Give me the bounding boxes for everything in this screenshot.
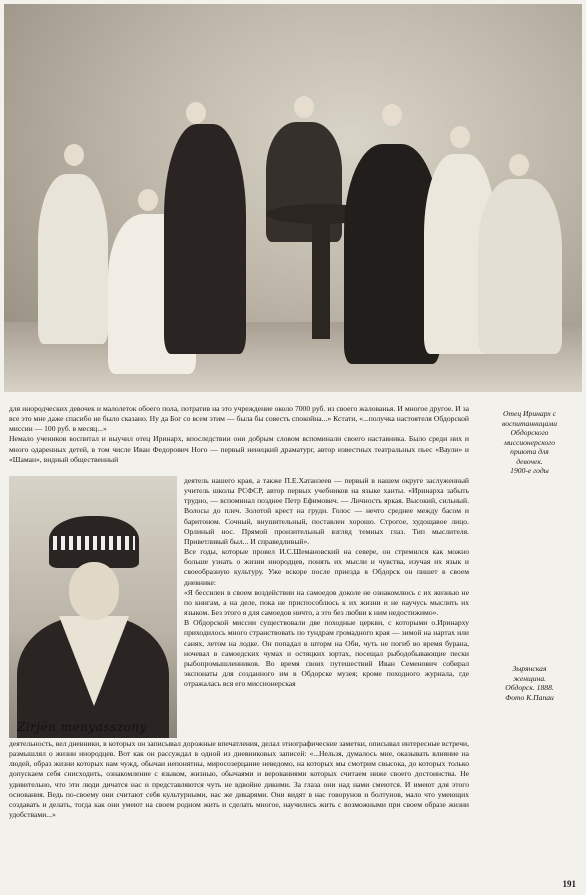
caption-line: воспитанницами xyxy=(502,418,557,428)
page-number: 191 xyxy=(562,879,576,889)
portrait-headdress-band xyxy=(53,536,135,550)
text-block-right xyxy=(184,476,469,689)
caption-line: Фото К.Папаи xyxy=(505,692,554,702)
portrait-photo xyxy=(9,476,177,738)
paragraph: деятельность, вел дневники, в которых он записывал дорожные впечатления, делал этнографические заметки, описывал интересные встречи, размышлял о жизни инородцев. Вот как он рассуждал в одной из дневниковых записей: «...Нельзя, думалось мне, оказывать влияние на людей, образ жизни которых нам чужд, обычаи непонятны, миросозерцание неведомо, на которых мы смотрим свысока, до которых только допускаем себя снисходить, ознакомление с языком, жизнью, обычаями и верованиями которых считаем ниже своего достоинства. Не удивительно, что эти люди дичатся нас и представляются чуть не вдвойне дикими. За глаза они над нами смеются. И имеют для этого основания. Ведь по-своему они считают себя культурными, нас же дикарями. Они видят в нас говорунов и болтунов, мало что умеющих создавать и делать, тогда как они умеют на своем родном жить и сделать многое, научились жить с возможными при своем образе жизни удобствами...» xyxy=(9,739,469,820)
paragraph: Немало учеников воспитал и выучил отец Иринарх, впоследствии они добрым словом вспоминали своего наставника. Было среди них и много одаренных детей, в том числе Иван Федорович Ного — первый ненецкий драматург, автор известных театральных пьес «Ваули» и «Шаман», видный общественный xyxy=(9,434,469,464)
photo-table-leg xyxy=(312,219,330,339)
photo-signature: Zirjén menyasszony xyxy=(17,720,147,734)
face xyxy=(450,126,470,148)
face xyxy=(138,189,158,211)
figure-girl-left xyxy=(38,174,108,344)
paragraph: Все годы, которые провел И.С.Шемановский на севере, он стремился как можно больше узнать о жизни инородцев, понять их мысли и чувства, изучая их язык и своеобразную культуру. Уже вскоре после приезда в Обдорск он пишет в своем дневнике: xyxy=(184,547,469,587)
text-block-lower xyxy=(9,739,469,820)
caption-line: Обдорского xyxy=(510,428,549,437)
portrait-face xyxy=(69,562,119,620)
paragraph: «Я бессилен в своем воздействии на самоедов доколе не ознакомлюсь с их жизнью не по книгам, а на деле, пока не приспособлюсь к их жизни и не научусь мыслить их языком. Без этого я для самоедов ничто, а это без любви к ним недостижимо». xyxy=(184,587,469,618)
caption-line: миссионерского xyxy=(503,437,556,447)
caption-portrait xyxy=(477,664,582,702)
figure-girl-far-right xyxy=(478,179,562,354)
caption-line: девочек. xyxy=(516,456,543,466)
caption-line: женщина. xyxy=(512,673,547,683)
face xyxy=(509,154,529,176)
text-block-upper xyxy=(9,404,469,465)
caption-group-photo xyxy=(477,409,582,476)
caption-line: 1900-е годы xyxy=(510,466,549,475)
face xyxy=(64,144,84,166)
caption-line: Отец Иринарх с xyxy=(503,409,556,418)
figure-man-left xyxy=(164,124,246,354)
paragraph: деятель нашего края, а также П.Е.Хатанзеев — первый в нашем округе заслуженный учитель школы РСФСР, автор первых учебников на языке ханты. «Иринарха забыть трудно, — вспоминал позднее Петр Ефимович. — Личность яркая. Высокий, сильный. Волосы до плеч. Золотой крест на груди. Голос — нечто среднее между басом и баритоном. Сочный, внушительный, поставлен хорошо. Строгое, худощавое лицо. Орлиный нос. Прямой пронзительный взгляд темных глаз. Тип мыслителя. Приветливый был... И справедливый». xyxy=(184,476,469,546)
face xyxy=(294,96,314,118)
caption-line: Зырянская xyxy=(512,664,547,673)
caption-line: приюта для xyxy=(510,447,549,456)
paragraph: для инородческих девочек и малолеток обоего пола, потратив на это учреждение около 7000 руб. из своего жалованья. И многое другое. И за все это мне даже спасибо не было сказано. Ну да Бог со всем этим — была бы совесть спокойна...» Кстати, «...получка настоятеля Обдорской миссии — 100 руб. в месяц...» xyxy=(9,404,469,434)
caption-line: Обдорск. 1888. xyxy=(505,683,554,692)
face xyxy=(186,102,206,124)
group-photo xyxy=(4,4,582,392)
paragraph: В Обдорской миссии существовали две походные церкви, с которыми о.Иринарху приходилось много странствовать по тундрам громадного края — зимой на нартах или санях, летом на лодке. Он попадал в шторм на Оби, чуть не погиб во время бурана, ночевал в самоедских чумах и остяцких юртах, посещал рыбодобывающие пески рыбопромышленников. Во время своих путешествий Иван Семенович собирал экспонаты для созданного им в Обдорске музея; кроме походного журнала, где отражалась вся его миссионерская xyxy=(184,618,469,689)
face xyxy=(382,104,402,126)
figure-boy-center xyxy=(266,122,342,242)
